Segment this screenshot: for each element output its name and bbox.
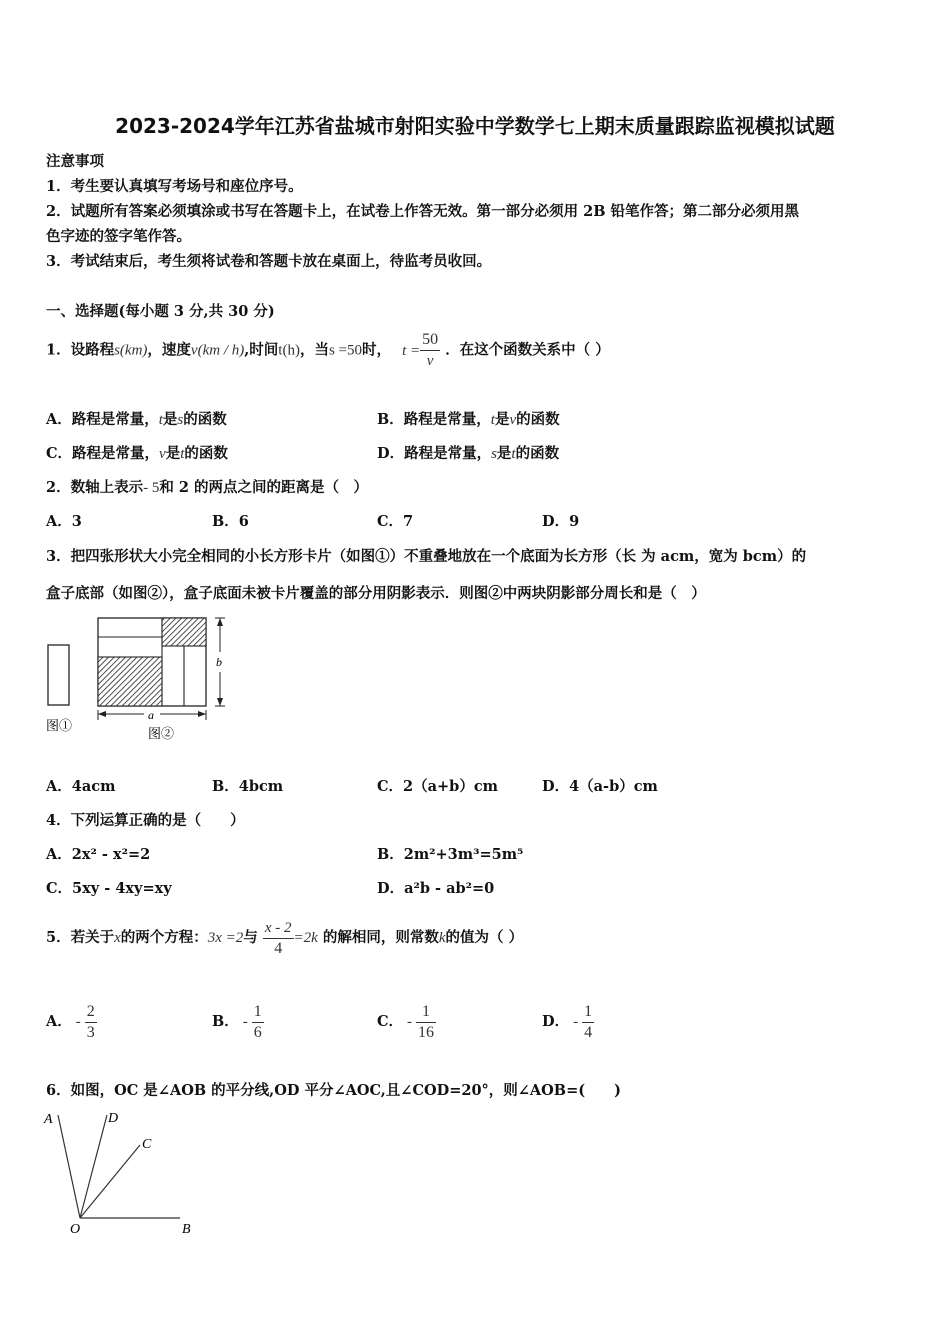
option-4b: B．2m²+3m³=5m⁵ bbox=[377, 846, 524, 863]
question-3-stem-line2: 盒子底部（如图②），盒子底面未被卡片覆盖的部分用阴影表示．则图②中两块阴影部分周长和是（ ） bbox=[46, 585, 706, 602]
option-2a: A．3 bbox=[46, 513, 82, 530]
option-2b: B．6 bbox=[212, 513, 249, 530]
dimension-a-label: a bbox=[148, 708, 154, 722]
figure-2-label: 图② bbox=[148, 726, 175, 741]
dimension-b-label: b bbox=[216, 655, 222, 669]
option-5d: D． - $\frac{1}{4}$ bbox=[542, 1002, 593, 1041]
math-s: s(km) bbox=[114, 342, 148, 359]
option-3a: A．4acm bbox=[46, 778, 116, 795]
question-3-figure bbox=[40, 612, 240, 747]
question-3-stem-line1: 3．把四张形状大小完全相同的小长方形卡片（如图①）不重叠地放在一个底面为长方形（长 为 acm，宽为 bcm）的 bbox=[46, 548, 807, 565]
question-6-stem: 6．如图，OC 是∠AOB 的平分线,OD 平分∠AOC,且∠COD=20°，则∠AOB=( ) bbox=[46, 1082, 621, 1099]
option-4c: C．5xy - 4xy=xy bbox=[46, 880, 172, 897]
question-2-stem: 2．数轴上表示- 5和 2 的两点之间的距离是（ ） bbox=[46, 479, 369, 496]
section-heading: 一、选择题(每小题 3 分,共 30 分) bbox=[46, 303, 275, 320]
question-4-stem: 4．下列运算正确的是（ ） bbox=[46, 812, 245, 829]
option-5c: C． - $\frac{1}{16}$ bbox=[377, 1002, 435, 1041]
math-condition: s =50 bbox=[328, 342, 363, 359]
point-a-label: A bbox=[44, 1112, 53, 1127]
option-1a: A．路程是常量，t是s的函数 bbox=[46, 411, 227, 428]
shaded-region bbox=[98, 657, 162, 706]
question-6-angle-figure bbox=[40, 1105, 210, 1240]
card-rectangle bbox=[48, 645, 69, 705]
option-3b: B．4bcm bbox=[212, 778, 284, 795]
point-c-label: C bbox=[142, 1137, 152, 1152]
point-b-label: B bbox=[182, 1222, 191, 1237]
question-5-stem: 5．若关于x的两个方程：3x =2与 $\frac{x - 2}{4}$ =2k 的解相同，则常数k的值为（ ） bbox=[46, 919, 524, 957]
notice-item: 2．试题所有答案必须填涂或书写在答题卡上，在试卷上作答无效。第一部分必须用 2B 铅笔作答；第二部分必须用黑 bbox=[46, 203, 800, 220]
option-1d: D．路程是常量，s是t的函数 bbox=[377, 445, 560, 462]
math-t: t(h) bbox=[278, 342, 300, 359]
notice-heading: 注意事项 bbox=[46, 153, 104, 170]
point-d-label: D bbox=[108, 1111, 119, 1126]
equation-2-fraction: $\frac{x - 2}{4}$ bbox=[264, 919, 292, 957]
page-title: 2023-2024学年江苏省盐城市射阳实验中学数学七上期末质量跟踪监视模拟试题 bbox=[115, 114, 835, 138]
point-o-label: O bbox=[70, 1222, 81, 1237]
option-4a: A．2x² - x²=2 bbox=[46, 846, 151, 863]
equation-1: 3x =2 bbox=[207, 930, 244, 946]
notice-item: 色字迹的签字笔作答。 bbox=[46, 228, 191, 245]
notice-item: 3．考试结束后，考生须将试卷和答题卡放在桌面上，待监考员收回。 bbox=[46, 253, 492, 270]
question-1-stem: 1．设路程s(km)，速度v(km / h),时间t(h)，当s =50时， t = $\frac{50}{v}$ ．在这个函数关系中（ ） bbox=[46, 331, 610, 369]
figure-1-label: 图① bbox=[46, 718, 73, 733]
option-2d: D．9 bbox=[542, 513, 580, 530]
option-3c: C．2（a+b）cm bbox=[377, 778, 498, 795]
option-2c: C．7 bbox=[377, 513, 414, 530]
math-v: v(km / h) bbox=[190, 342, 245, 359]
option-4d: D．a²b - ab²=0 bbox=[377, 880, 495, 897]
option-1b: B．路程是常量，t是v的函数 bbox=[377, 411, 560, 428]
shaded-region bbox=[162, 618, 206, 646]
option-5b: B． - $\frac{1}{6}$ bbox=[212, 1002, 262, 1041]
formula-fraction: $\frac{50}{v}$ bbox=[422, 331, 439, 369]
option-5a: A． - $\frac{2}{3}$ bbox=[46, 1002, 95, 1041]
notice-item: 1．考生要认真填写考场号和座位序号。 bbox=[46, 178, 303, 195]
option-1c: C．路程是常量，v是t的函数 bbox=[46, 445, 228, 462]
formula-lhs: t = bbox=[402, 342, 421, 359]
option-3d: D．4（a-b）cm bbox=[542, 778, 658, 795]
